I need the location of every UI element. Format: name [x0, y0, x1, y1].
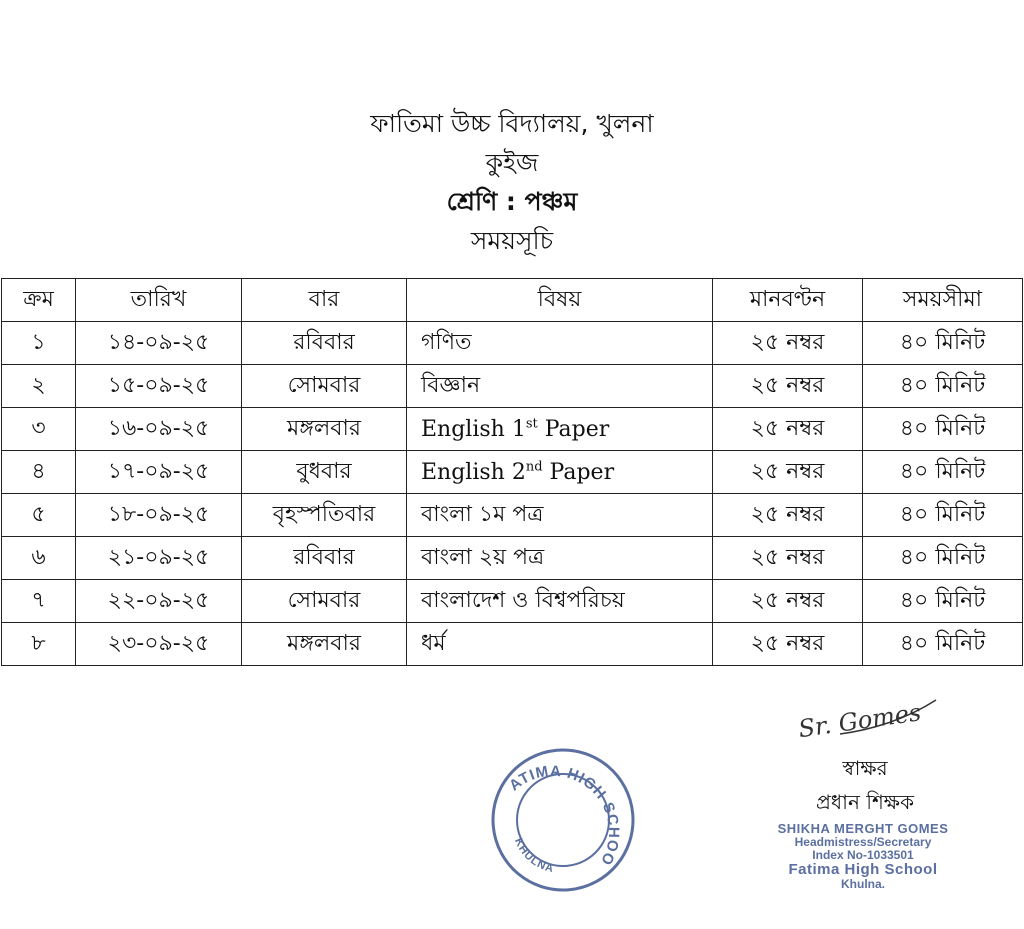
cell-date: ১৭-০৯-২৫ [76, 451, 242, 494]
cell-duration: ৪০ মিনিট [863, 408, 1023, 451]
cell-subject: বাংলাদেশ ও বিশ্বপরিচয় [407, 580, 713, 623]
stamp-school: Fatima High School [788, 861, 938, 878]
cell-date: ১৮-০৯-২৫ [76, 494, 242, 537]
cell-day: বৃহস্পতিবার [242, 494, 407, 537]
cell-marks: ২৫ নম্বর [713, 408, 863, 451]
cell-subject: গণিত [407, 322, 713, 365]
cell-subject [407, 451, 713, 494]
table-row [2, 537, 1023, 580]
table-row [2, 451, 1023, 494]
table-header-row [2, 279, 1023, 322]
signature-designation: প্রধান শিক্ষক [816, 790, 914, 814]
school-seal-stamp [488, 745, 638, 895]
cell-serial: ৩ [2, 408, 76, 451]
cell-day: সোমবার [242, 580, 407, 623]
seal-bottom-text: KHULNA [511, 836, 556, 876]
cell-duration: ৪০ মিনিট [863, 451, 1023, 494]
cell-subject: ধর্ম [407, 623, 713, 666]
subject-ordinal: st [525, 416, 538, 432]
cell-marks: ২৫ নম্বর [713, 580, 863, 623]
table-row [2, 322, 1023, 365]
subject-text: English 2 [421, 459, 526, 485]
col-header-marks: মানবণ্টন [713, 279, 863, 322]
svg-text:FATIMA HIGH SCHOOL [495, 745, 638, 872]
cell-subject: বাংলা ২য় পত্র [407, 537, 713, 580]
subject-suffix: Paper [537, 416, 610, 442]
cell-subject [407, 408, 713, 451]
table-row [2, 494, 1023, 537]
exam-title: কুইজ [485, 148, 539, 177]
cell-serial: ২ [2, 365, 76, 408]
cell-day: রবিবার [242, 322, 407, 365]
cell-duration: ৪০ মিনিট [863, 580, 1023, 623]
cell-duration: ৪০ মিনিট [863, 494, 1023, 537]
schedule-title: সময়সূচি [470, 226, 554, 255]
cell-marks: ২৫ নম্বর [713, 322, 863, 365]
cell-serial: ১ [2, 322, 76, 365]
schedule-table [1, 278, 1023, 666]
col-header-serial: ক্রম [2, 279, 76, 322]
cell-duration: ৪০ মিনিট [863, 322, 1023, 365]
handwritten-signature [790, 690, 940, 745]
cell-day: রবিবার [242, 537, 407, 580]
cell-serial: ৮ [2, 623, 76, 666]
table-row [2, 365, 1023, 408]
table-row [2, 623, 1023, 666]
signature-label: স্বাক্ষর [842, 756, 888, 780]
cell-date: ১৫-০৯-২৫ [76, 365, 242, 408]
document-header [0, 104, 1024, 260]
cell-marks: ২৫ নম্বর [713, 365, 863, 408]
cell-serial: ৫ [2, 494, 76, 537]
cell-date: ১৬-০৯-২৫ [76, 408, 242, 451]
subject-suffix: Paper [542, 459, 615, 485]
signature-scribble-text: Sr. Gomes [796, 698, 923, 744]
cell-date: ২১-০৯-২৫ [76, 537, 242, 580]
cell-subject: বাংলা ১ম পত্র [407, 494, 713, 537]
cell-day: সোমবার [242, 365, 407, 408]
col-header-day: বার [242, 279, 407, 322]
cell-marks: ২৫ নম্বর [713, 451, 863, 494]
subject-ordinal: nd [525, 459, 543, 475]
seal-top-text: FATIMA HIGH SCHOOL [506, 762, 623, 869]
table-row [2, 580, 1023, 623]
cell-serial: ৬ [2, 537, 76, 580]
stamp-title: Headmistress/Secretary [794, 835, 932, 849]
col-header-subject: বিষয় [407, 279, 713, 322]
school-name: ফাতিমা উচ্চ বিদ্যালয়, খুলনা [370, 109, 654, 138]
headmistress-name-stamp [745, 822, 981, 891]
cell-marks: ২৫ নম্বর [713, 537, 863, 580]
cell-duration: ৪০ মিনিট [863, 365, 1023, 408]
svg-text:KHULNA [507, 833, 559, 881]
cell-date: ২৩-০৯-২৫ [76, 623, 242, 666]
cell-subject: বিজ্ঞান [407, 365, 713, 408]
cell-duration: ৪০ মিনিট [863, 537, 1023, 580]
cell-marks: ২৫ নম্বর [713, 623, 863, 666]
cell-day: মঙ্গলবার [242, 408, 407, 451]
stamp-name: SHIKHA MERGHT GOMES [777, 821, 949, 836]
cell-serial: ৪ [2, 451, 76, 494]
stamp-city: Khulna. [841, 877, 885, 891]
cell-day: বুধবার [242, 451, 407, 494]
cell-serial: ৭ [2, 580, 76, 623]
col-header-date: তারিখ [76, 279, 242, 322]
stamp-index: Index No-1033501 [812, 848, 914, 862]
cell-marks: ২৫ নম্বর [713, 494, 863, 537]
col-header-duration: সময়সীমা [863, 279, 1023, 322]
class-line: শ্রেণি : পঞ্চম [446, 187, 578, 216]
cell-duration: ৪০ মিনিট [863, 623, 1023, 666]
table-row [2, 408, 1023, 451]
cell-date: ২২-০৯-২৫ [76, 580, 242, 623]
subject-text: English 1 [421, 416, 526, 442]
cell-day: মঙ্গলবার [242, 623, 407, 666]
cell-date: ১৪-০৯-২৫ [76, 322, 242, 365]
